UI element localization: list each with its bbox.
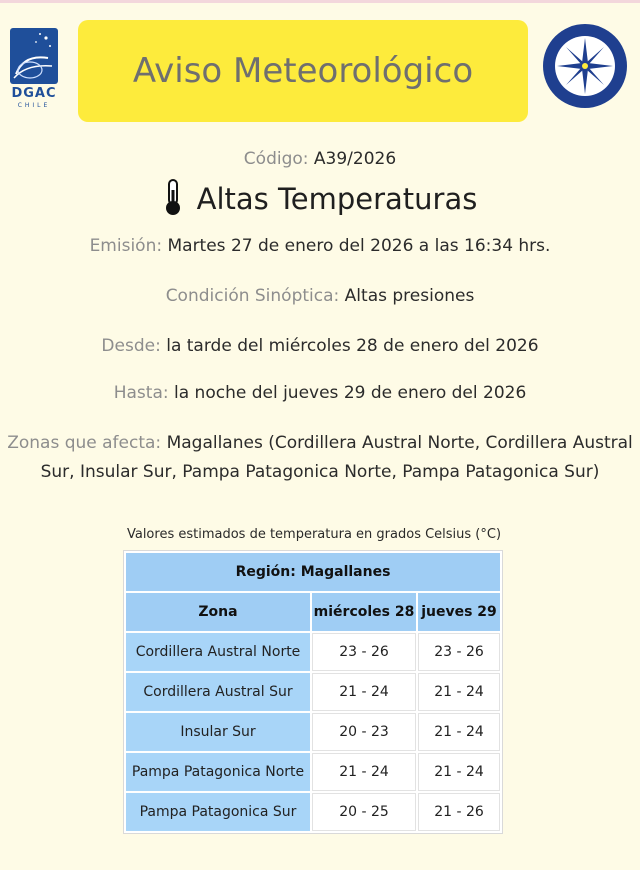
zone-cell: Cordillera Austral Sur: [126, 673, 310, 711]
temperature-table: [123, 550, 503, 834]
table-row: [126, 633, 500, 671]
temp-cell: 21 - 24: [418, 673, 500, 711]
condition-line: [0, 281, 640, 311]
zone-cell: Insular Sur: [126, 713, 310, 751]
table-row: [126, 713, 500, 751]
temp-cell: 21 - 24: [418, 753, 500, 791]
table-row: [126, 753, 500, 791]
column-header-day2: jueves 29: [418, 593, 500, 631]
zones-value-2: Sur, Insular Sur, Pampa Patagonica Norte, Pampa Patagonica Sur): [40, 462, 600, 482]
code-value: A39/2026: [313, 149, 397, 169]
emission-value: Martes 27 de enero del 2026 a las 16:34 hrs.: [167, 236, 551, 256]
dgac-logo: [8, 28, 60, 110]
condition-value: Altas presiones: [344, 286, 475, 306]
until-label: Hasta:: [113, 383, 169, 403]
zones-label: Zonas que afecta:: [7, 433, 162, 453]
headline-text: Altas Temperaturas: [196, 182, 478, 216]
temp-cell: 21 - 24: [418, 713, 500, 751]
temp-cell: 21 - 24: [312, 753, 416, 791]
temp-cell: 20 - 25: [312, 793, 416, 831]
code-label: Código:: [243, 149, 309, 169]
page-title: Aviso Meteorológico: [132, 51, 474, 91]
zones-value-1: Magallanes (Cordillera Austral Norte, Cordillera Austral: [166, 433, 633, 453]
dgac-logo-subtext: CHILE: [17, 102, 51, 109]
dgac-logo-text: DGAC: [11, 86, 57, 101]
from-line: [0, 331, 640, 361]
meteochile-seal: [541, 22, 629, 110]
region-header: Región: Magallanes: [126, 553, 500, 591]
temp-cell: 23 - 26: [418, 633, 500, 671]
zones-line-2: [0, 457, 640, 487]
until-value: la noche del jueves 29 de enero del 2026: [174, 383, 527, 403]
code-line: [0, 144, 640, 174]
column-header-zona: Zona: [126, 593, 310, 631]
emission-label: Emisión:: [89, 236, 163, 256]
from-value: la tarde del miércoles 28 de enero del 2026: [166, 336, 539, 356]
condition-label: Condición Sinóptica:: [165, 286, 340, 306]
temp-cell: 23 - 26: [312, 633, 416, 671]
temp-cell: 20 - 23: [312, 713, 416, 751]
table-caption: Valores estimados de temperatura en grados Celsius (°C): [126, 527, 502, 542]
title-banner: [78, 20, 528, 122]
from-label: Desde:: [101, 336, 161, 356]
table-row: [126, 673, 500, 711]
temp-cell: 21 - 24: [312, 673, 416, 711]
zone-cell: Pampa Patagonica Sur: [126, 793, 310, 831]
top-border: [0, 0, 640, 3]
thermometer-icon: [163, 178, 183, 220]
zone-cell: Cordillera Austral Norte: [126, 633, 310, 671]
headline: [0, 178, 640, 220]
until-line: [0, 378, 640, 408]
emission-line: [0, 231, 640, 261]
zones-line-1: [0, 428, 640, 458]
zone-cell: Pampa Patagonica Norte: [126, 753, 310, 791]
column-header-day1: miércoles 28: [312, 593, 416, 631]
table-row: [126, 793, 500, 831]
temp-cell: 21 - 26: [418, 793, 500, 831]
